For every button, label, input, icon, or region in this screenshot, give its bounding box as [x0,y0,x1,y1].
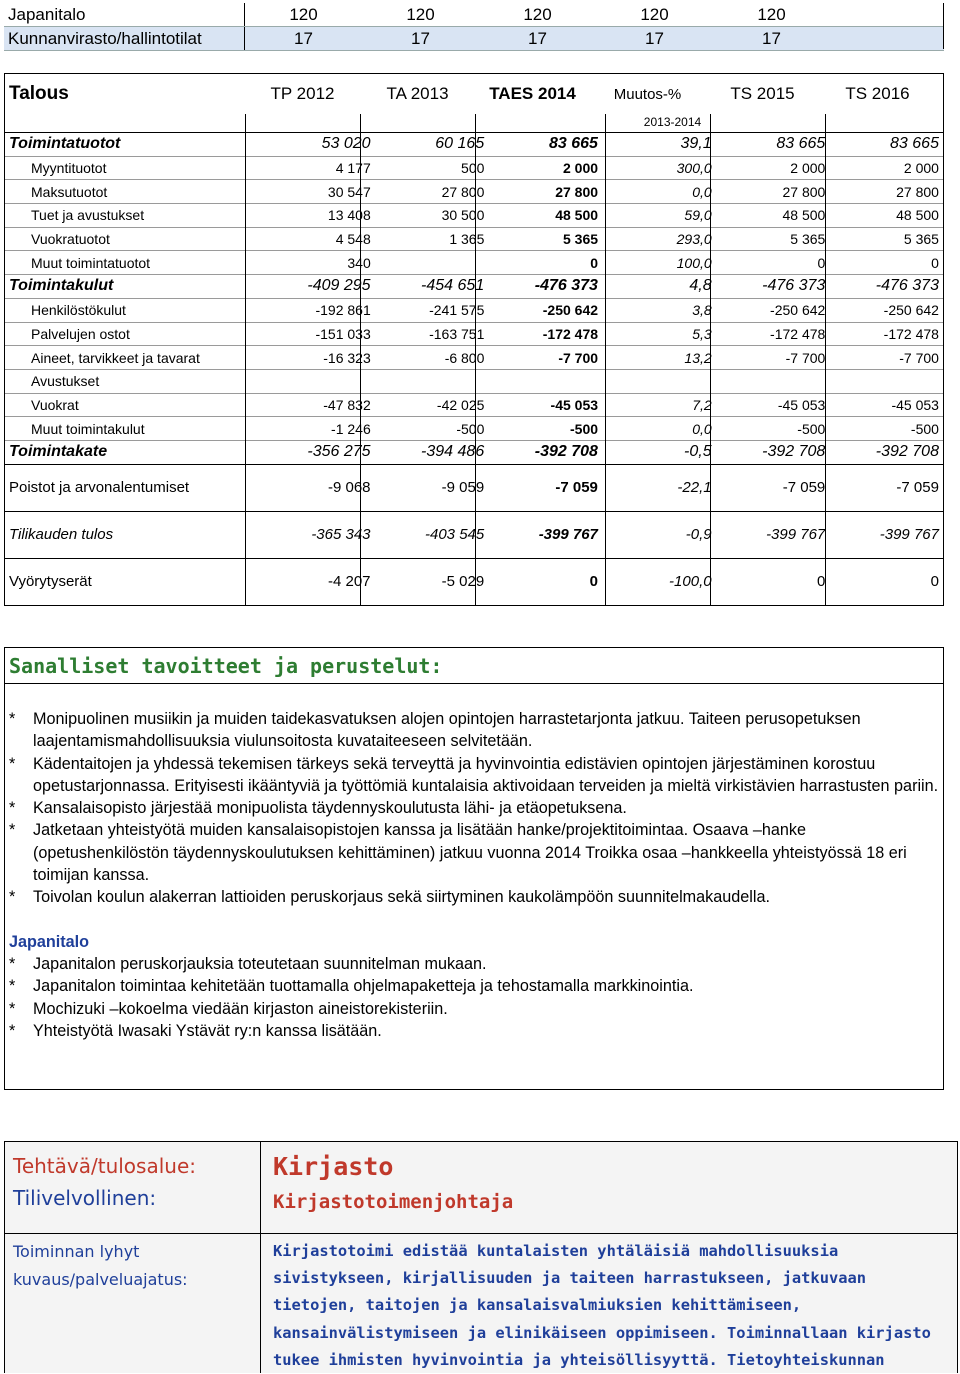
space-value: 17 [645,28,664,48]
row-value: 48 500 [782,207,826,224]
row-value: -172 478 [770,325,826,342]
bullet-item [9,975,939,997]
row-value: -7 059 [782,479,826,497]
row-value: -476 373 [762,277,826,295]
header-ts-2015: TS 2015 [730,84,795,103]
header-ts-2016: TS 2016 [845,84,910,103]
row-label: Muut toimintakulut [31,420,145,437]
row-value: 48 500 [555,207,599,224]
row-value: 0,0 [692,183,712,200]
row-value: -7 059 [896,479,939,497]
row-label: Maksutuotot [31,183,108,200]
row-value: 293,0 [676,231,712,248]
bullet-text: Japanitalon toimintaa kehitetään tuottamalla ohjelmapaketteja ja tehostamalla markkinointia. [33,977,694,996]
row-value: -399 767 [766,526,826,544]
row-value: 0 [589,573,598,591]
row-value: -100,0 [669,573,712,591]
bullet-item [9,998,939,1020]
row-value: -500 [456,420,485,437]
bullet-text: Yhteistyötä Iwasaki Ystävät ry:n kanssa lisätään. [33,1021,382,1040]
row-value: 5 365 [903,231,939,248]
bullet-star: * [9,710,16,728]
bullet-text: Jatketaan yhteistyötä muiden kansalaisopistojen kanssa ja lisätään hanke/projektitoimintaa. Osaava –hanke (opetushenkilöstön täydennyskoulutuksen kehittäminen) jatkuu vuonna 2014 Troikka osaa –hankkeella yhteistyössä 18 eri toimijan kanssa. [33,821,907,885]
row-value: -500 [910,420,939,437]
row-value: 0,0 [692,420,712,437]
row-value: -454 651 [421,277,485,295]
row-value: 4 177 [335,160,371,177]
row-value: 13,2 [684,349,712,366]
space-value: 17 [411,28,430,48]
row-value: -356 275 [307,443,371,461]
row-value: 7,2 [692,396,712,413]
space-value: 120 [757,4,786,24]
row-value: 27 800 [555,183,599,200]
row-value: -9 068 [327,479,371,497]
bullet-text: Kansalaisopisto järjestää monipuolista täydennyskoulutusta lähi- ja etäopetuksena. [33,799,627,818]
column-divider [245,114,246,605]
bullet-text: Monipuolinen musiikin ja muiden taidekasvatuksen alojen opintojen harrastetarjonta jatkuu. Taiteen perusopetuksen laajentamismahdollisuuksia viulunsoitosta kuvataiteeseen selvitetään. [33,710,861,751]
label-tilivelvollinen: Tilivelvollinen: [13,1186,157,1210]
row-value: -241 575 [429,302,485,319]
row-value: 83 665 [776,135,826,153]
goals-body [5,684,943,1042]
kirjasto-title: Kirjasto [273,1152,394,1181]
row-value: -9 059 [441,479,485,497]
space-value: 120 [523,4,552,24]
row-value: 30 547 [327,183,371,200]
row-value: -7 700 [785,349,826,366]
row-label: Aineet, tarvikkeet ja tavarat [31,349,200,366]
row-label: Vyörytyserät [9,573,92,591]
row-value: 100,0 [676,254,712,271]
row-value: -16 323 [323,349,371,366]
label-tulosalue: Tehtävä/tulosalue: [13,1154,196,1178]
header-ta-2013: TA 2013 [386,84,449,103]
finance-row [5,322,943,346]
finance-summary-row [5,464,943,511]
column-divider [475,114,476,605]
column-divider [360,114,361,605]
row-value: 340 [347,254,371,271]
row-value: -151 033 [315,325,371,342]
row-value: -500 [797,420,826,437]
bullet-text: Kädentaitojen ja yhdessä tekemisen tärkeys sekä terveyttä ja hyvinvointia edistävien opintojen järjestäminen korostuu opetustarjonnassa. Erityisesti ikääntyviä ja työttömiä kuntalaisia aktivoidaan terveiden ja mieltä virkistävien harrastusten pariin. [33,754,939,795]
row-value: -250 642 [542,302,599,319]
space-label: Kunnanvirasto/hallintotilat [4,27,245,50]
bullet-item [9,819,939,886]
row-value: -5 029 [441,573,485,591]
row-value: -47 832 [323,396,371,413]
row-label: Henkilöstökulut [31,302,126,319]
finance-row [5,393,943,417]
row-label: Tuet ja avustukset [31,207,145,224]
finance-row [5,369,943,393]
kirjasto-description-labels [13,1238,188,1294]
bullet-star: * [9,954,16,973]
row-value: 48 500 [896,207,939,224]
row-label: Toimintakulut [9,277,114,295]
bullet-item [9,797,939,819]
row-value: 5 365 [562,231,599,248]
row-value: -250 642 [770,302,826,319]
bullet-text: Toivolan koulun alakerran lattioiden peruskorjaus sekä siirtyminen kaukolämpöön suunnitelmakaudella. [33,888,770,907]
muutos-subheader [5,114,943,132]
row-value: -476 373 [875,277,939,295]
space-label: Japanitalo [4,3,245,26]
row-value: -392 708 [762,443,826,461]
row-value: 53 020 [321,135,371,153]
row-value: 1 365 [449,231,485,248]
row-value: 83 665 [548,135,598,153]
row-value: -399 767 [538,526,598,544]
finance-summary-row [5,558,943,605]
space-value: 17 [528,28,547,48]
row-value: 27 800 [896,183,939,200]
row-value: -403 545 [425,526,485,544]
row-value: -42 025 [436,396,485,413]
row-value: 30 500 [441,207,485,224]
kirjasto-divider [5,1233,957,1234]
row-value: 13 408 [327,207,371,224]
table-border [943,3,944,49]
finance-row [5,298,943,322]
row-value: -7 700 [558,349,599,366]
finance-extra-rows [5,464,943,605]
row-value: 0 [817,254,826,271]
row-value: -250 642 [883,302,939,319]
row-value: -394 486 [421,443,485,461]
finance-row [5,156,943,180]
label-kuvaus-1: Toiminnan lyhyt [13,1242,140,1261]
row-value: -45 053 [777,396,826,413]
finance-row [5,274,943,298]
finance-row [5,203,943,227]
row-value: 59,0 [684,207,712,224]
bullet-item [9,953,939,975]
finance-row [5,227,943,251]
finance-header [5,74,943,114]
bullet-item [9,1020,939,1042]
row-label: Toimintatuotot [9,135,121,153]
row-label: Myyntituotot [31,160,107,177]
space-row-japanitalo [4,3,944,26]
row-value: -7 059 [555,479,598,497]
japanitalo-list [9,953,939,1042]
japanitalo-heading: Japanitalo [9,932,90,951]
row-value: 3,8 [692,302,712,319]
row-value: 2 000 [562,160,599,177]
row-value: -476 373 [534,277,598,295]
space-value: 17 [294,28,313,48]
finance-row [5,250,943,274]
row-value: -163 751 [429,325,485,342]
muutos-period: 2013-2014 [643,115,702,129]
row-value: 4,8 [689,277,712,295]
row-value: 83 665 [890,135,939,153]
finance-table [4,73,944,606]
column-divider [605,114,606,605]
header-muutos: Muutos-% [613,85,682,103]
row-label: Avustukset [31,373,100,390]
bullet-star: * [9,821,16,840]
row-value: -500 [570,420,599,437]
finance-row [5,416,943,440]
row-label: Vuokrat [31,396,79,413]
header-taes-2014: TAES 2014 [489,84,576,103]
row-label: Muut toimintatuotot [31,254,151,271]
row-label: Palvelujen ostot [31,325,130,342]
bullet-star: * [9,1021,16,1040]
row-value: -192 861 [315,302,371,319]
goals-list [9,708,939,909]
row-value: -22,1 [677,479,712,497]
space-value: 120 [640,4,669,24]
goals-section [4,647,944,1090]
bullet-text: Mochizuki –kokoelma viedään kirjaston aineistorekisteriin. [33,999,448,1018]
bullet-item [9,708,939,753]
row-value: -45 053 [891,396,939,413]
finance-rows [5,132,943,464]
row-value: -0,9 [685,526,712,544]
row-value: -0,5 [684,443,712,461]
label-kuvaus-2: kuvaus/palveluajatus: [13,1270,188,1289]
row-value: -392 708 [875,443,939,461]
kirjasto-description: Kirjastotoimi edistää kuntalaisten yhtäläisiä mahdollisuuksia sivistykseen, kirjallisuuden ja taiteen harrastukseen, jatkuvaan tietojen, taitojen ja kansalaisvalmiuksien kehittämiseen, kansainvälistymiseen ja elinikäiseen oppimiseen. Toiminnallaan kirjasto tukee ihmisten hyvinvointia ja yhteisöllisyyttä. Tietoyhteiskunnan [273,1242,931,1369]
finance-row [5,345,943,369]
bullet-item [9,753,939,798]
row-value: 0 [931,254,939,271]
bullet-item [9,886,939,908]
finance-row [5,179,943,203]
row-value: 27 800 [441,183,485,200]
row-value: 0 [930,573,939,591]
row-value: -365 343 [311,526,371,544]
finance-title: Talous [9,83,69,104]
row-value: 60 165 [435,135,485,153]
kirjasto-heading [273,1150,513,1220]
row-label: Toimintakate [9,443,108,461]
row-value: -1 246 [331,420,371,437]
row-label: Tilikauden tulos [9,526,114,544]
row-value: 4 548 [335,231,371,248]
row-value: 5,3 [692,325,712,342]
row-value: -399 767 [879,526,939,544]
row-value: 5 365 [790,231,826,248]
finance-row [5,440,943,464]
row-value: -7 700 [899,349,939,366]
finance-summary-row [5,511,943,558]
row-value: 27 800 [782,183,826,200]
row-value: -45 053 [550,396,599,413]
row-value: -4 207 [327,573,371,591]
row-value: -172 478 [542,325,599,342]
row-value: -409 295 [307,277,371,295]
row-value: -6 800 [444,349,485,366]
row-value: 2 000 [903,160,939,177]
kirjasto-responsible: Kirjastotoimenjohtaja [273,1191,514,1213]
goals-title: Sanalliset tavoitteet ja perustelut: [5,648,943,684]
space-value: 120 [289,4,318,24]
bullet-star: * [9,754,16,773]
row-label: Vuokratuotot [31,231,110,248]
space-value: 17 [762,28,781,48]
kirjasto-box [4,1141,958,1373]
row-value: -392 708 [534,443,598,461]
bullet-star: * [9,799,16,818]
space-table [4,3,944,51]
row-value: 0 [816,573,826,591]
column-divider [825,114,826,605]
bullet-star: * [9,888,16,907]
row-value: 39,1 [680,135,712,153]
finance-row [5,132,943,156]
row-value: 2 000 [790,160,826,177]
row-value: 300,0 [676,160,712,177]
space-value: 120 [406,4,435,24]
bullet-star: * [9,977,16,996]
column-divider [710,114,711,605]
row-value: -172 478 [883,325,939,342]
row-label: Poistot ja arvonalentumiset [9,479,190,497]
bullet-text: Japanitalon peruskorjauksia toteutetaan suunnitelman mukaan. [33,954,487,973]
row-value: 0 [590,254,599,271]
row-value: 500 [461,160,485,177]
header-tp-2012: TP 2012 [270,84,335,103]
space-row-kunnanvirasto [4,26,944,51]
bullet-star: * [9,999,16,1018]
kirjasto-labels [13,1150,196,1214]
